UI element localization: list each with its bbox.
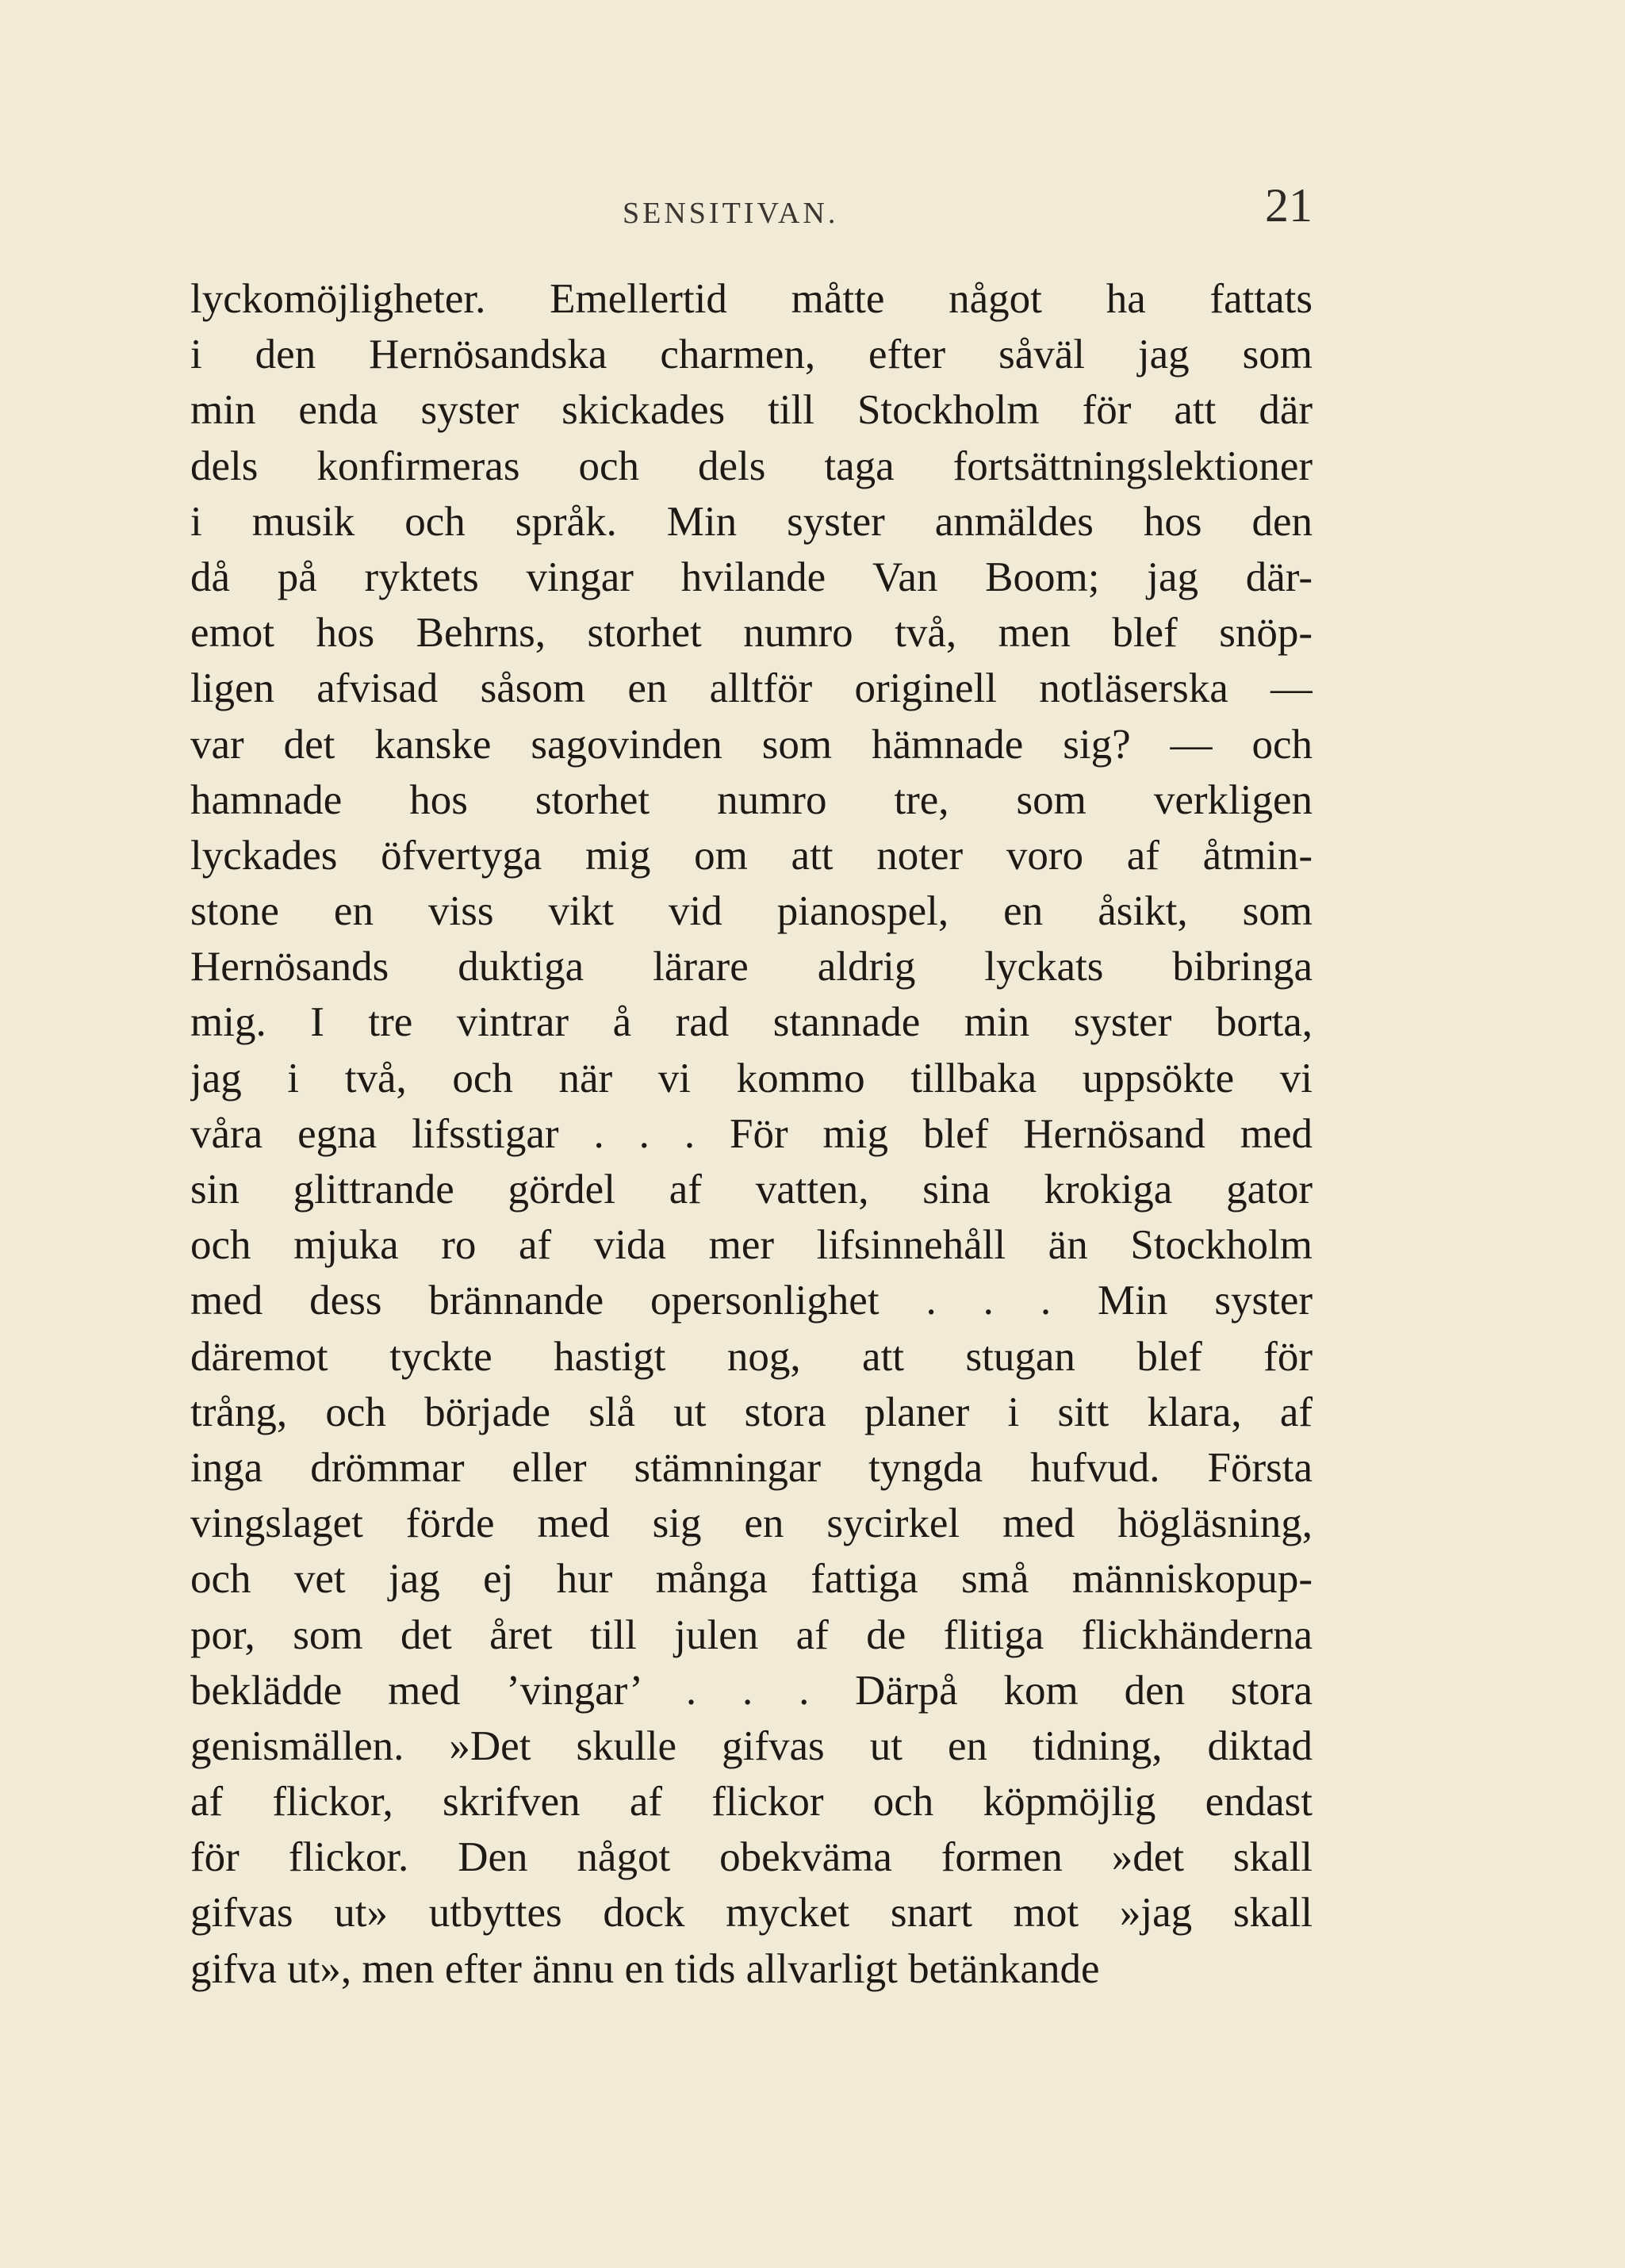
running-title: SENSITIVAN. — [623, 197, 839, 230]
text-line: vingslaget förde med sig en sycirkel med högläsning, — [190, 1500, 1313, 1547]
body-text — [190, 271, 1313, 1997]
text-line: genismällen. »Det skulle gifvas ut en tidning, diktad — [190, 1722, 1313, 1769]
text-line: och mjuka ro af vida mer lifsinnehåll än Stockholm — [190, 1222, 1313, 1269]
text-line: min enda syster skickades till Stockholm för att där — [190, 387, 1313, 434]
text-line: för flickor. Den något obekväma formen »det skall — [190, 1834, 1313, 1881]
text-line: mig. I tre vintrar å rad stannade min syster borta, — [190, 999, 1313, 1046]
text-line: våra egna lifsstigar . . . För mig blef Hernösand med — [190, 1110, 1313, 1157]
text-line: gifvas ut» utbyttes dock mycket snart mot »jag skall — [190, 1890, 1313, 1937]
text-line: por, som det året till julen af de flitiga flickhänderna — [190, 1611, 1313, 1658]
text-line: beklädde med ’vingar’ . . . Därpå kom den stora — [190, 1667, 1313, 1714]
text-line: trång, och började slå ut stora planer i sitt klara, af — [190, 1389, 1313, 1435]
text-line: då på ryktets vingar hvilande Van Boom; jag där- — [190, 554, 1313, 600]
text-line: hamnade hos storhet numro tre, som verkligen — [190, 776, 1313, 823]
text-line: Hernösands duktiga lärare aldrig lyckats bibringa — [190, 944, 1313, 990]
text-line: var det kanske sagovinden som hämnade sig? — och — [190, 721, 1313, 768]
text-line: stone en viss vikt vid pianospel, en åsikt, som — [190, 888, 1313, 935]
text-line: ligen afvisad såsom en alltför originell notläserska — — [190, 665, 1313, 712]
text-line: gifva ut», men efter ännu en tids allvarligt betänkande — [190, 1945, 1100, 1992]
text-line: lyckomöjligheter. Emellertid måtte något ha fattats — [190, 276, 1313, 322]
text-line: dels konfirmeras och dels taga fortsättningslektioner — [190, 442, 1313, 489]
text-line: däremot tyckte hastigt nog, att stugan blef för — [190, 1333, 1313, 1380]
text-line: i den Hernösandska charmen, efter såväl jag som — [190, 331, 1313, 378]
text-line: lyckades öfvertyga mig om att noter voro af åtmin- — [190, 832, 1313, 879]
running-head — [190, 178, 1313, 250]
text-line: sin glittrande gördel af vatten, sina krokiga gator — [190, 1167, 1313, 1213]
page-number: 21 — [1265, 179, 1313, 232]
text-line: inga drömmar eller stämningar tyngda hufvud. Första — [190, 1444, 1313, 1491]
text-line: med dess brännande opersonlighet . . . Min syster — [190, 1278, 1313, 1324]
text-line: jag i två, och när vi kommo tillbaka uppsökte vi — [190, 1055, 1313, 1101]
text-line: och vet jag ej hur många fattiga små människopup- — [190, 1556, 1313, 1603]
text-line: emot hos Behrns, storhet numro två, men blef snöp- — [190, 610, 1313, 657]
text-line: i musik och språk. Min syster anmäldes hos den — [190, 498, 1313, 545]
text-line: af flickor, skrifven af flickor och köpmöjlig endast — [190, 1779, 1313, 1826]
